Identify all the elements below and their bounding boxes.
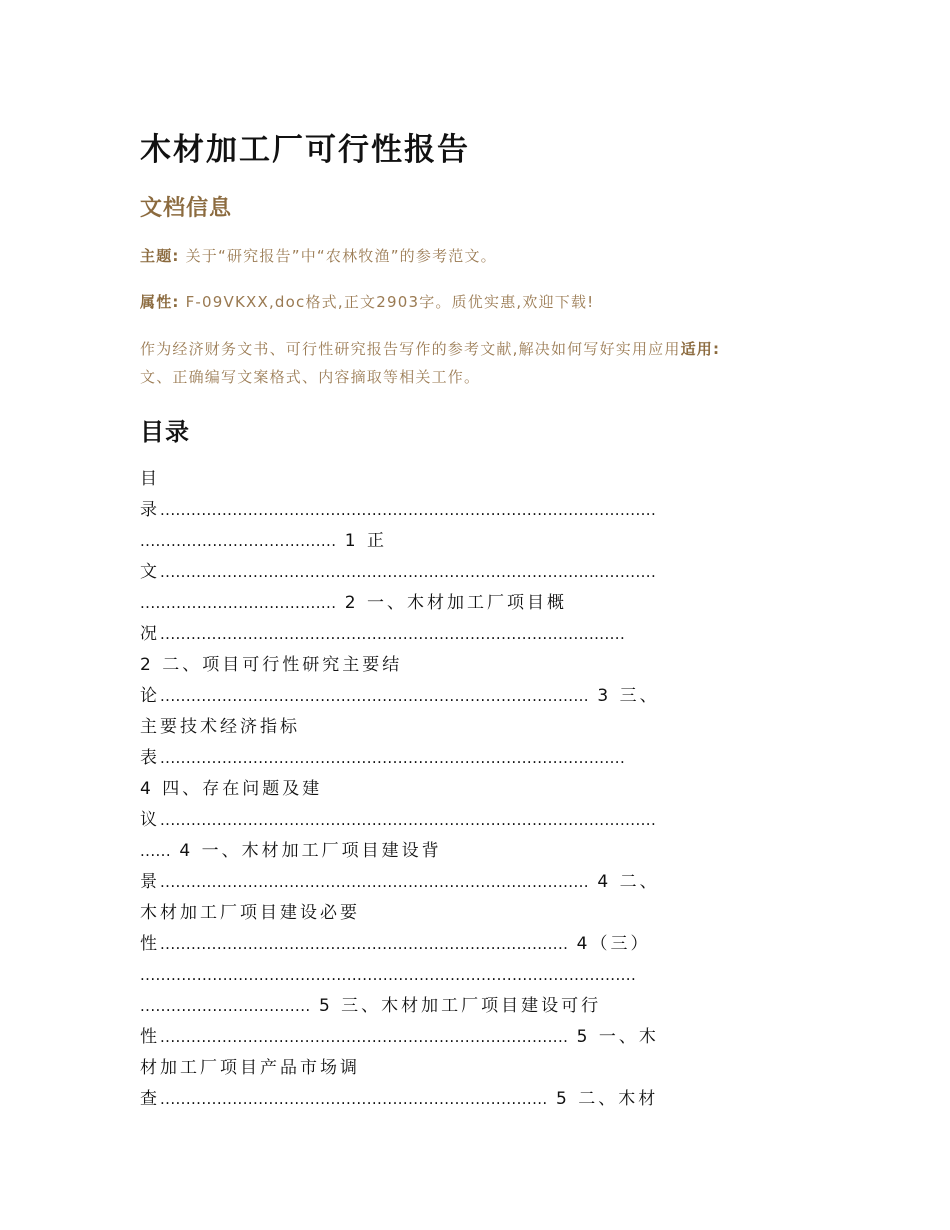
toc-leader-dots: ................................................................................... [160, 873, 589, 891]
toc-heading: 目录 [140, 418, 190, 446]
toc-line [140, 836, 808, 867]
toc-leader-dots: ................................................................................................ [160, 811, 657, 829]
toc-leader-dots: ................................................................................... [160, 687, 589, 705]
table-of-contents [140, 464, 808, 1115]
toc-line [140, 619, 808, 650]
toc-entry-text: 景 [140, 872, 160, 892]
toc-entry-text: 性 [140, 1027, 160, 1047]
toc-line [140, 960, 808, 991]
toc-line [140, 1084, 808, 1115]
toc-line [140, 774, 808, 805]
toc-leader-dots: ...................................... [140, 532, 337, 550]
toc-entry-text: 材加工厂项目产品市场调 [140, 1058, 360, 1078]
usage-label: 适用: [680, 340, 721, 358]
toc-entry-text: 性 [140, 934, 160, 954]
toc-line [140, 929, 808, 960]
toc-leader-dots: ............................................................................... [160, 935, 569, 953]
toc-leader-dots: ........................................................................... [160, 1090, 548, 1108]
toc-entry-tail: 5 一、木 [568, 1027, 659, 1047]
toc-line [140, 867, 808, 898]
toc-entry-text: 目 [140, 469, 160, 489]
toc-leader-dots: ............................................................................... [160, 1028, 569, 1046]
toc-line [140, 526, 808, 557]
toc-entry-text: 木材加工厂项目建设必要 [140, 903, 360, 923]
toc-entry-text: 议 [140, 810, 160, 830]
toc-line [140, 805, 808, 836]
usage-text-continued: 文、正确编写文案格式、内容摘取等相关工作。 [140, 368, 481, 386]
toc-line [140, 1053, 808, 1084]
toc-leader-dots: ...................................... [140, 594, 337, 612]
attribute-value: F-09VKXX,doc格式,正文2903字。质优实惠,欢迎下载! [185, 293, 595, 311]
toc-line [140, 464, 808, 495]
attribute-line [140, 291, 594, 312]
toc-entry-text: 2 二、项目可行性研究主要结 [140, 655, 403, 675]
toc-leader-dots: ................................................................................................ [140, 966, 637, 984]
usage-text: 作为经济财务文书、可行性研究报告写作的参考文献,解决如何写好实用应用 [140, 340, 681, 358]
toc-line [140, 650, 808, 681]
toc-entry-text: 论 [140, 686, 160, 706]
toc-leader-dots: ...... [140, 842, 172, 860]
toc-entry-tail: 3 三、 [588, 686, 660, 706]
toc-entry-text: 主要技术经济指标 [140, 717, 300, 737]
toc-line [140, 495, 808, 526]
toc-line [140, 743, 808, 774]
attribute-label: 属性: [140, 293, 180, 311]
toc-entry-text: 文 [140, 562, 160, 582]
toc-leader-dots: ................................................................................................ [160, 501, 657, 519]
info-heading: 文档信息 [140, 196, 233, 221]
toc-entry-text: 况 [140, 624, 160, 644]
toc-line [140, 588, 808, 619]
toc-line [140, 991, 808, 1022]
toc-entry-tail: 1 正 [336, 531, 388, 551]
toc-entry-tail: 4（三） [568, 934, 651, 954]
toc-entry-tail: 5 二、木材 [547, 1089, 659, 1109]
toc-leader-dots: .......................................................................................... [160, 625, 626, 643]
toc-entry-tail: 2 一、木材加工厂项目概 [336, 593, 568, 613]
toc-entry-tail: 5 三、木材加工厂项目建设可行 [310, 996, 602, 1016]
toc-leader-dots: ................................. [140, 997, 311, 1015]
document-title: 木材加工厂可行性报告 [140, 132, 470, 168]
toc-entry-tail: 4 一、木材加工厂项目建设背 [171, 841, 442, 861]
subject-label: 主题: [140, 247, 180, 265]
usage-paragraph [140, 335, 808, 391]
subject-value: 关于“研究报告”中“农林牧渔”的参考范文。 [185, 247, 497, 265]
toc-entry-tail: 4 二、 [588, 872, 660, 892]
toc-line [140, 898, 808, 929]
toc-line [140, 557, 808, 588]
toc-leader-dots: .......................................................................................... [160, 749, 626, 767]
toc-entry-text: 表 [140, 748, 160, 768]
toc-line [140, 712, 808, 743]
toc-entry-text: 查 [140, 1089, 160, 1109]
toc-line [140, 1022, 808, 1053]
toc-leader-dots: ................................................................................................ [160, 563, 657, 581]
toc-entry-text: 录 [140, 500, 160, 520]
subject-line [140, 245, 497, 266]
toc-line [140, 681, 808, 712]
toc-entry-text: 4 四、存在问题及建 [140, 779, 323, 799]
